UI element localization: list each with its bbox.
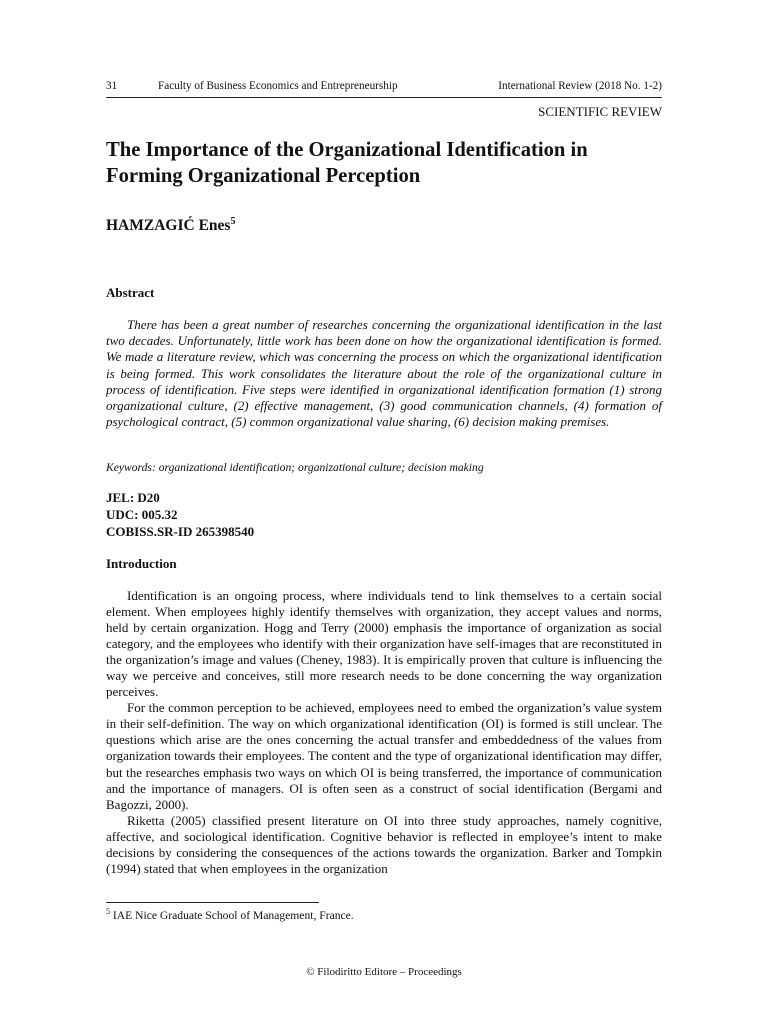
- article-type: SCIENTIFIC REVIEW: [538, 104, 662, 119]
- footnote-text: IAE Nice Graduate School of Management, France.: [112, 909, 354, 922]
- faculty-name: Faculty of Business Economics and Entrepreneurship: [158, 80, 398, 92]
- introduction-body: [106, 588, 662, 877]
- abstract-text: There has been a great number of researches concerning the organizational identification in the last two decades. Unfortunately, little work has been done on how the organizational identification is formed. We made a literature review, which was concerning the process on which the organizational identification is being formed. This work consolidates the literature about the role of the organizational culture in process of identification. Five steps were identified in organizational identification formation (1) strong organizational culture, (2) effective management, (3) good communication channels, (4) formation of psychological contract, (5) common organizational value sharing, (6) decision making premises.: [106, 317, 662, 430]
- author-footnote-marker: 5: [230, 215, 236, 227]
- paper-title: The Importance of the Organizational Identification in Forming Organizational Perception: [106, 139, 588, 187]
- classification-codes: [106, 489, 254, 540]
- paragraph: Identification is an ongoing process, where individuals tend to link themselves to a certain social element. When employees highly identify themselves with organization, they accept values and norms, held by certain organization. Hogg and Terry (2000) emphasis the importance of organization as social category, and the employees who identify with their organization have self-images that are reconstituted in the organization’s image and values (Cheney, 1983). It is empirically proven that culture is influencing the way we perceive and conceives, still more research needs to be done concerning the way organization perceives.: [106, 588, 662, 700]
- page-footer: © Filodiritto Editore – Proceedings: [306, 966, 462, 978]
- footnote: [106, 909, 354, 923]
- paragraph: Riketta (2005) classified present literature on OI into three study approaches, namely cognitive, affective, and sociological identification. Cognitive behavior is reflected in employee’s intent to make decisions by considering the consequences of the actions towards the organization. Barker and Tompkin (1994) stated that when employees in the organization: [106, 812, 662, 876]
- udc-code: UDC: 005.32: [106, 507, 178, 522]
- footnote-marker: 5: [106, 907, 110, 917]
- journal-issue: International Review (2018 No. 1-2): [498, 80, 662, 92]
- author-name: HAMZAGIĆ Enes: [106, 217, 231, 234]
- author: [106, 216, 235, 236]
- page-number: 31: [106, 80, 118, 92]
- running-header: [106, 79, 662, 98]
- introduction-heading: Introduction: [106, 556, 177, 571]
- keywords: Keywords: organizational identification; organizational culture; decision making: [106, 461, 484, 474]
- paragraph: For the common perception to be achieved, employees need to embed the organization’s value system in their self-definition. The way on which organizational identification (OI) is formed is still unclear. The questions which arise are the ones concerning the actual transfer and embeddedness of the values from organization towards their employees. The content and the type of organizational identification may differ, but the researches emphasis two ways on which OI is being transferred, the importance of communication and the importance of managers. OI is often seen as a construct of social identification (Bergami and Bagozzi, 2000).: [106, 700, 662, 812]
- cobiss-id: COBISS.SR-ID 265398540: [106, 524, 255, 539]
- abstract-heading: Abstract: [106, 285, 155, 300]
- jel-code: JEL: D20: [106, 490, 160, 505]
- footnote-divider: [106, 902, 319, 903]
